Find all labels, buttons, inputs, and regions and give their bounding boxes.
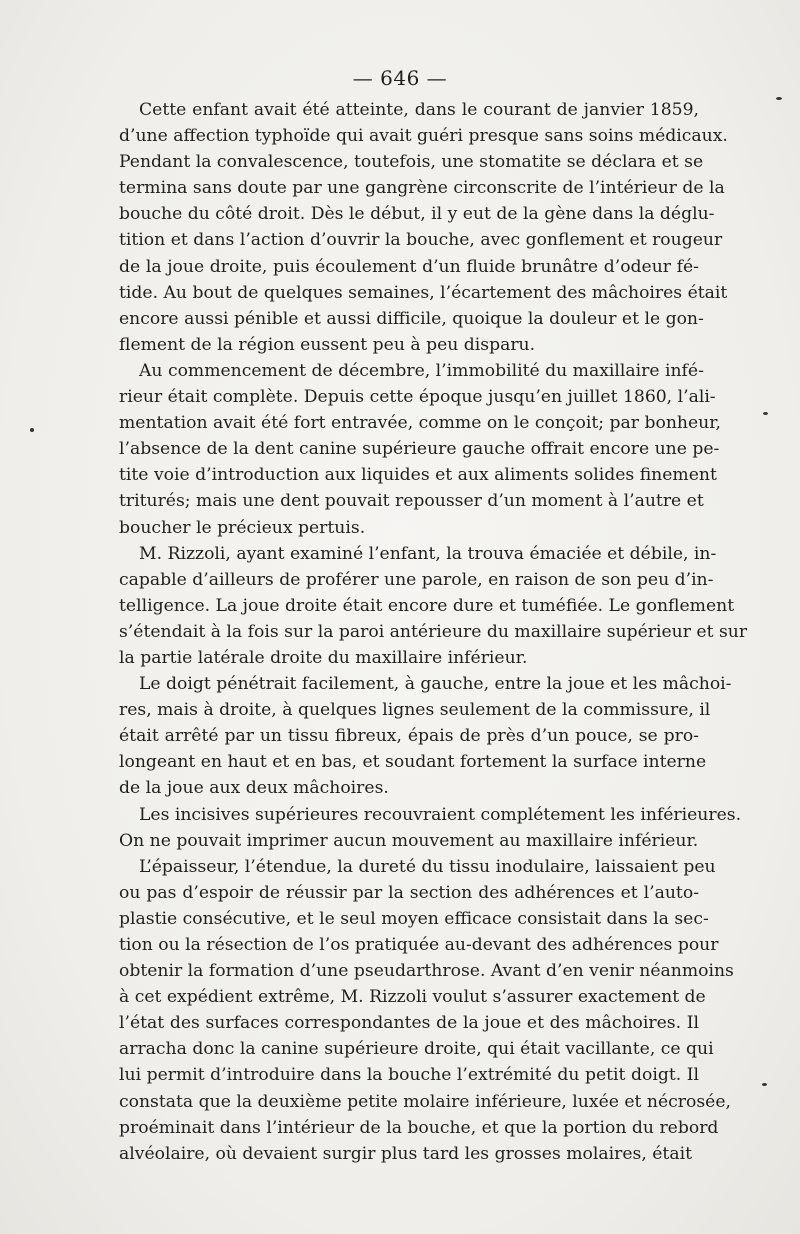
paragraph bbox=[119, 671, 732, 801]
text-line: lui permit d’introduire dans la bouche l’extrémité du petit doigt. Il bbox=[119, 1065, 699, 1086]
text-line: rieur était complète. Depuis cette époque jusqu’en juillet 1860, l’ali- bbox=[119, 387, 716, 408]
body-text bbox=[119, 97, 748, 1167]
text-line: tide. Au bout de quelques semaines, l’écartement des mâchoires était bbox=[119, 282, 728, 303]
text-line: longeant en haut et en bas, et soudant fortement la surface interne bbox=[119, 752, 707, 773]
text-line: plastie consécutive, et le seul moyen efficace consistait dans la sec- bbox=[119, 908, 709, 929]
text-line: proéminait dans l’intérieur de la bouche, et que la portion du rebord bbox=[119, 1117, 719, 1138]
text-line: boucher le précieux pertuis. bbox=[119, 517, 366, 538]
text-line: flement de la région eussent peu à peu disparu. bbox=[119, 334, 536, 355]
text-line: bouche du côté droit. Dès le début, il y eut de la gène dans la déglu- bbox=[119, 204, 715, 225]
paragraph bbox=[119, 358, 721, 541]
text-line: d’une affection typhoïde qui avait guéri presque sans soins médicaux. bbox=[119, 126, 728, 147]
text-line: Cette enfant avait été atteinte, dans le courant de janvier 1859, bbox=[139, 100, 699, 120]
text-line: arracha donc la canine supérieure droite, qui était vacillante, ce qui bbox=[119, 1039, 714, 1060]
text-line: L’épaisseur, l’étendue, la dureté du tissu inodulaire, laissaient peu bbox=[139, 856, 716, 877]
text-line: Le doigt pénétrait facilement, à gauche, entre la joue et les mâchoi- bbox=[139, 674, 732, 695]
paragraph bbox=[119, 802, 742, 854]
text-line: mentation avait été fort entravée, comme on le conçoit; par bonheur, bbox=[119, 413, 721, 434]
text-line: obtenir la formation d’une pseudarthrose. Avant d’en venir néanmoins bbox=[119, 961, 734, 982]
text-line: s’étendait à la fois sur la paroi antérieure du maxillaire supérieur et sur bbox=[119, 621, 748, 642]
text-line: de la joue aux deux mâchoires. bbox=[119, 778, 389, 799]
text-line: l’état des surfaces correspondantes de la joue et des mâchoires. Il bbox=[119, 1013, 699, 1034]
text-line: capable d’ailleurs de proférer une parole, en raison de son peu d’in- bbox=[119, 569, 714, 590]
text-line: M. Rizzoli, ayant examiné l’enfant, la trouva émaciée et débile, in- bbox=[139, 543, 717, 564]
text-line: l’absence de la dent canine supérieure gauche offrait encore une pe- bbox=[119, 439, 720, 460]
text-line: triturés; mais une dent pouvait repousser d’un moment à l’autre et bbox=[119, 491, 704, 512]
text-line: Les incisives supérieures recouvraient complétement les inférieures. bbox=[139, 804, 742, 825]
text-line: On ne pouvait imprimer aucun mouvement au maxillaire inférieur. bbox=[119, 830, 699, 851]
paragraph bbox=[119, 97, 728, 358]
text-line: tite voie d’introduction aux liquides et aux aliments solides finement bbox=[119, 465, 717, 486]
text-line: tion ou la résection de l’os pratiquée au-devant des adhérences pour bbox=[119, 935, 719, 955]
text-line: tition et dans l’action d’ouvrir la bouche, avec gonflement et rougeur bbox=[119, 230, 723, 251]
text-line: à cet expédient extrême, M. Rizzoli voulut s’assurer exactement de bbox=[119, 987, 706, 1008]
text-line: alvéolaire, où devaient surgir plus tard les grosses molaires, était bbox=[119, 1143, 692, 1164]
text-line: telligence. La joue droite était encore dure et tuméfiée. Le gonflement bbox=[119, 595, 735, 616]
text-line: Au commencement de décembre, l’immobilité du maxillaire infé- bbox=[139, 360, 704, 381]
text-line: ou pas d’espoir de réussir par la section des adhérences et l’auto- bbox=[119, 882, 699, 903]
paragraph bbox=[119, 541, 748, 671]
text-line: de la joue droite, puis écoulement d’un fluide brunâtre d’odeur fé- bbox=[119, 256, 699, 277]
scan-speck bbox=[776, 97, 782, 100]
scan-speck bbox=[30, 428, 34, 432]
text-line: termina sans doute par une gangrène circonscrite de l’intérieur de la bbox=[119, 178, 725, 199]
paragraph bbox=[119, 854, 734, 1167]
text-line: constata que la deuxième petite molaire inférieure, luxée et nécrosée, bbox=[119, 1091, 731, 1112]
text-line: la partie latérale droite du maxillaire inférieur. bbox=[119, 647, 528, 668]
scan-speck bbox=[763, 412, 768, 415]
text-line: était arrêté par un tissu fibreux, épais de près d’un pouce, se pro- bbox=[119, 726, 699, 747]
text-line: res, mais à droite, à quelques lignes seulement de la commissure, il bbox=[119, 700, 711, 721]
text-line: Pendant la convalescence, toutefois, une stomatite se déclara et se bbox=[119, 152, 704, 173]
scan-speck bbox=[762, 1083, 767, 1086]
page-number: — 646 — bbox=[352, 66, 448, 90]
text-line: encore aussi pénible et aussi difficile, quoique la douleur et le gon- bbox=[119, 308, 704, 329]
